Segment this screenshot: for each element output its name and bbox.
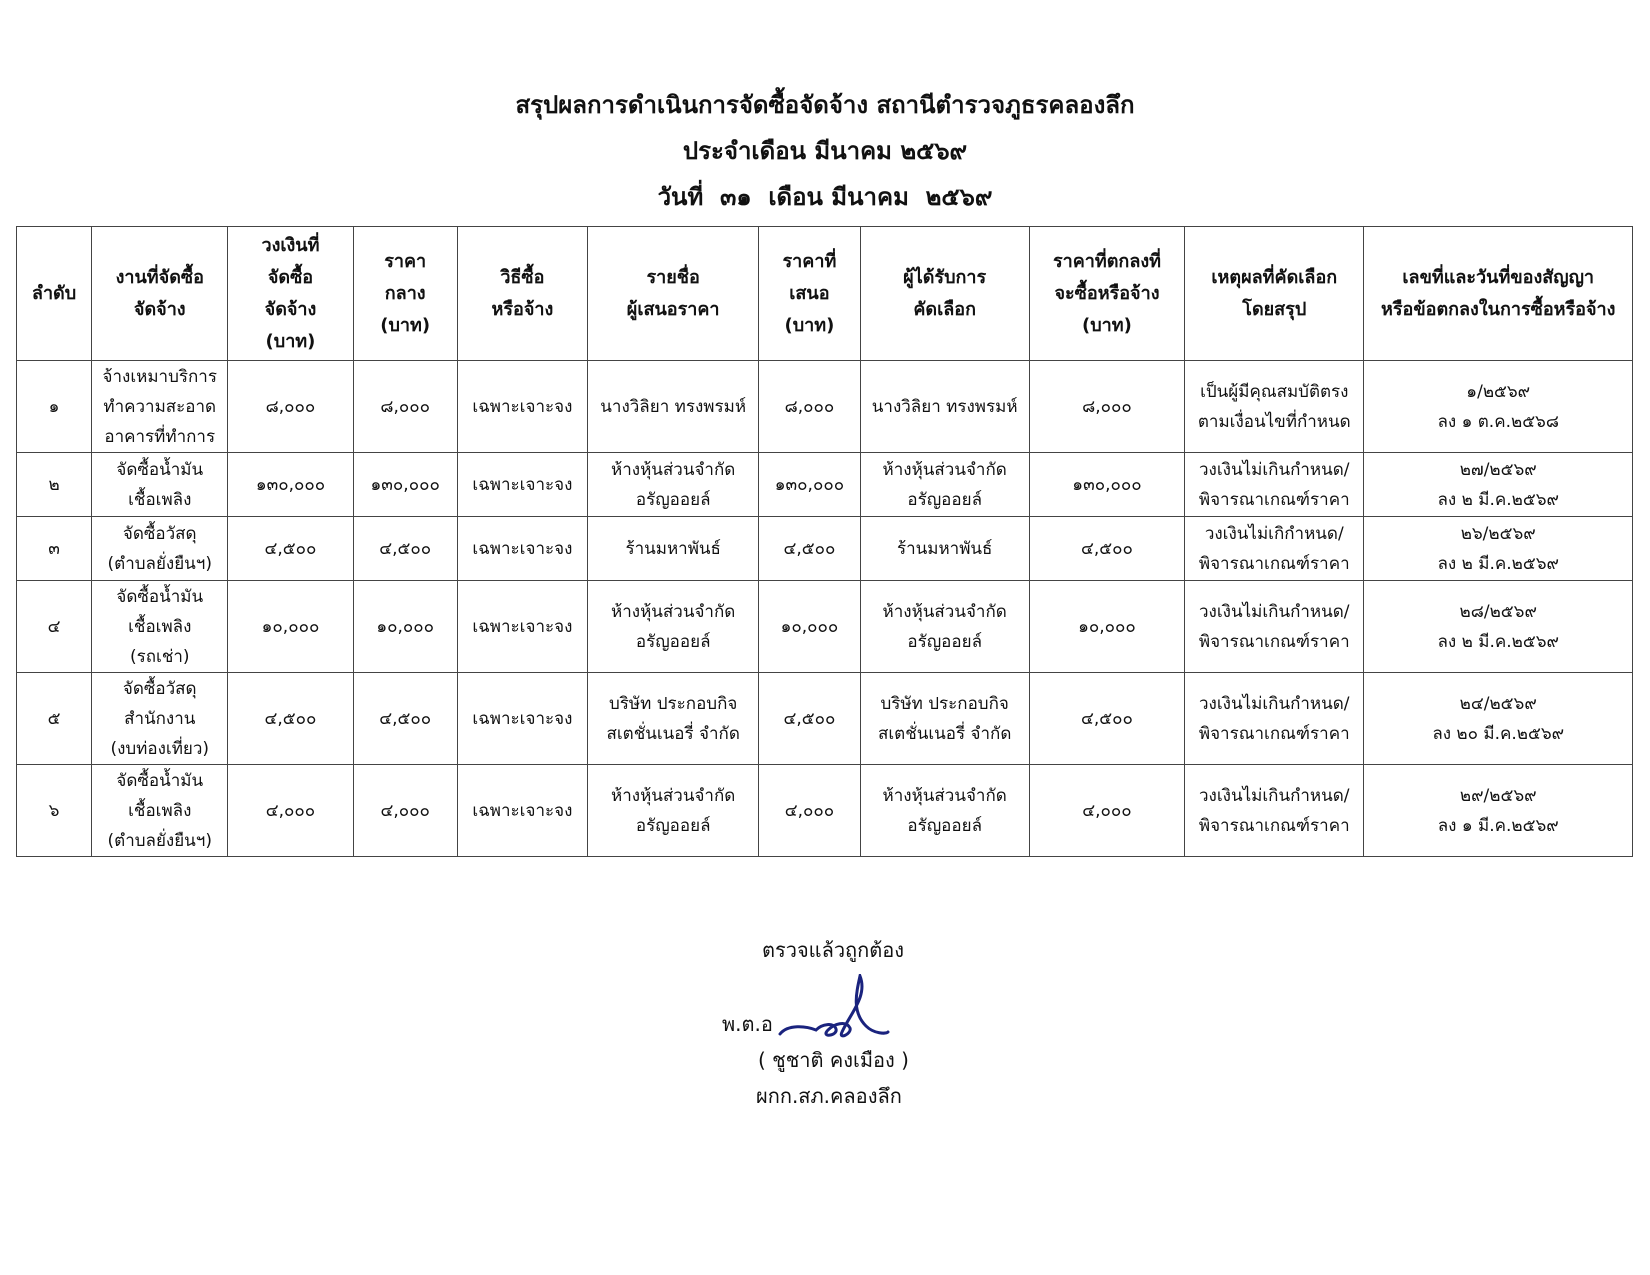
header-contract: เลขที่และวันที่ของสัญญา หรือข้อตกลงในการซื้อหรือจ้าง bbox=[1364, 227, 1633, 361]
table-row bbox=[17, 765, 1633, 857]
signer-name: ( ชูชาติ คงเมือง ) bbox=[758, 1048, 909, 1072]
procurement-table bbox=[16, 226, 1633, 857]
cell-bidders: ร้านมหาพันธ์ bbox=[588, 517, 759, 581]
cell-method: เฉพาะเจาะจง bbox=[457, 673, 587, 765]
cell-method: เฉพาะเจาะจง bbox=[457, 361, 587, 453]
cell-median-price: ๘,๐๐๐ bbox=[353, 361, 457, 453]
header-work-item: งานที่จัดซื้อ จัดจ้าง bbox=[92, 227, 228, 361]
header-method: วิธีซื้อ หรือจ้าง bbox=[457, 227, 587, 361]
table-row bbox=[17, 673, 1633, 765]
cell-no: ๑ bbox=[17, 361, 92, 453]
header-median-price: ราคา กลาง (บาท) bbox=[353, 227, 457, 361]
header-no: ลำดับ bbox=[17, 227, 92, 361]
handwritten-signature bbox=[776, 974, 896, 1054]
cell-work-item: จัดซื้อวัสดุ (ตำบลยั่งยืนฯ) bbox=[92, 517, 228, 581]
table-row bbox=[17, 361, 1633, 453]
cell-offered-price: ๑๓๐,๐๐๐ bbox=[759, 453, 860, 517]
cell-budget: ๘,๐๐๐ bbox=[228, 361, 353, 453]
cell-median-price: ๔,๐๐๐ bbox=[353, 765, 457, 857]
cell-offered-price: ๔,๐๐๐ bbox=[759, 765, 860, 857]
cell-budget: ๑๓๐,๐๐๐ bbox=[228, 453, 353, 517]
header-reason: เหตุผลที่คัดเลือก โดยสรุป bbox=[1185, 227, 1364, 361]
cell-median-price: ๑๐,๐๐๐ bbox=[353, 581, 457, 673]
cell-no: ๒ bbox=[17, 453, 92, 517]
cell-budget: ๔,๐๐๐ bbox=[228, 765, 353, 857]
cell-selected: บริษัท ประกอบกิจ สเตชั่นเนอรี่ จำกัด bbox=[860, 673, 1029, 765]
header-bidders: รายชื่อ ผู้เสนอราคา bbox=[588, 227, 759, 361]
cell-selected: ห้างหุ้นส่วนจำกัด อรัญออยล์ bbox=[860, 765, 1029, 857]
title-line-3: วันที่ ๓๑ เดือน มีนาคม ๒๕๖๙ bbox=[657, 183, 993, 211]
cell-contract: ๒๙/๒๕๖๙ ลง ๑ มี.ค.๒๕๖๙ bbox=[1364, 765, 1633, 857]
signer-rank: พ.ต.อ bbox=[722, 1012, 773, 1036]
cell-budget: ๔,๕๐๐ bbox=[228, 673, 353, 765]
table-header-row bbox=[17, 227, 1633, 361]
cell-no: ๔ bbox=[17, 581, 92, 673]
cell-work-item: จัดซื้อน้ำมัน เชื้อเพลิง (ตำบลยั่งยืนฯ) bbox=[92, 765, 228, 857]
cell-reason: วงเงินไม่เกิกำหนด/ พิจารณาเกณฑ์ราคา bbox=[1185, 517, 1364, 581]
cell-agreed-price: ๘,๐๐๐ bbox=[1029, 361, 1184, 453]
cell-agreed-price: ๔,๐๐๐ bbox=[1029, 765, 1184, 857]
cell-agreed-price: ๔,๕๐๐ bbox=[1029, 517, 1184, 581]
cell-bidders: บริษัท ประกอบกิจ สเตชั่นเนอรี่ จำกัด bbox=[588, 673, 759, 765]
cell-agreed-price: ๑๓๐,๐๐๐ bbox=[1029, 453, 1184, 517]
header-offered-price: ราคาที่ เสนอ (บาท) bbox=[759, 227, 860, 361]
cell-budget: ๔,๕๐๐ bbox=[228, 517, 353, 581]
cell-work-item: จัดซื้อน้ำมัน เชื้อเพลิง bbox=[92, 453, 228, 517]
cell-contract: ๒๘/๒๕๖๙ ลง ๒ มี.ค.๒๕๖๙ bbox=[1364, 581, 1633, 673]
cell-work-item: จ้างเหมาบริการ ทำความสะอาด อาคารที่ทำการ bbox=[92, 361, 228, 453]
cell-reason: วงเงินไม่เกินกำหนด/ พิจารณาเกณฑ์ราคา bbox=[1185, 581, 1364, 673]
cell-agreed-price: ๑๐,๐๐๐ bbox=[1029, 581, 1184, 673]
cell-contract: ๒๗/๒๕๖๙ ลง ๒ มี.ค.๒๕๖๙ bbox=[1364, 453, 1633, 517]
checked-label: ตรวจแล้วถูกต้อง bbox=[762, 938, 905, 962]
cell-offered-price: ๔,๕๐๐ bbox=[759, 517, 860, 581]
header-budget: วงเงินที่ จัดซื้อ จัดจ้าง (บาท) bbox=[228, 227, 353, 361]
cell-bidders: ห้างหุ้นส่วนจำกัด อรัญออยล์ bbox=[588, 765, 759, 857]
title-line-2: ประจำเดือน มีนาคม ๒๕๖๙ bbox=[682, 137, 968, 165]
cell-budget: ๑๐,๐๐๐ bbox=[228, 581, 353, 673]
cell-reason: วงเงินไม่เกินกำหนด/ พิจารณาเกณฑ์ราคา bbox=[1185, 673, 1364, 765]
cell-work-item: จัดซื้อน้ำมัน เชื้อเพลิง (รถเช่า) bbox=[92, 581, 228, 673]
cell-median-price: ๑๓๐,๐๐๐ bbox=[353, 453, 457, 517]
cell-method: เฉพาะเจาะจง bbox=[457, 517, 587, 581]
cell-median-price: ๔,๕๐๐ bbox=[353, 673, 457, 765]
cell-selected: ห้างหุ้นส่วนจำกัด อรัญออยล์ bbox=[860, 453, 1029, 517]
table-row bbox=[17, 517, 1633, 581]
cell-reason: เป็นผู้มีคุณสมบัติตรง ตามเงื่อนไขที่กำหนด bbox=[1185, 361, 1364, 453]
table-row bbox=[17, 581, 1633, 673]
cell-selected: ร้านมหาพันธ์ bbox=[860, 517, 1029, 581]
cell-method: เฉพาะเจาะจง bbox=[457, 453, 587, 517]
cell-method: เฉพาะเจาะจง bbox=[457, 765, 587, 857]
cell-selected: นางวิลิยา ทรงพรมห์ bbox=[860, 361, 1029, 453]
cell-no: ๓ bbox=[17, 517, 92, 581]
cell-bidders: นางวิลิยา ทรงพรมห์ bbox=[588, 361, 759, 453]
table-row bbox=[17, 453, 1633, 517]
cell-offered-price: ๑๐,๐๐๐ bbox=[759, 581, 860, 673]
document-title bbox=[0, 82, 1650, 220]
cell-selected: ห้างหุ้นส่วนจำกัด อรัญออยล์ bbox=[860, 581, 1029, 673]
cell-contract: ๒๔/๒๕๖๙ ลง ๒๐ มี.ค.๒๕๖๙ bbox=[1364, 673, 1633, 765]
title-line-1: สรุปผลการดำเนินการจัดซื้อจัดจ้าง สถานีตำรวจภูธรคลองลึก bbox=[515, 91, 1135, 119]
cell-bidders: ห้างหุ้นส่วนจำกัด อรัญออยล์ bbox=[588, 453, 759, 517]
header-selected: ผู้ได้รับการ คัดเลือก bbox=[860, 227, 1029, 361]
cell-work-item: จัดซื้อวัสดุ สำนักงาน (งบท่องเที่ยว) bbox=[92, 673, 228, 765]
cell-contract: ๑/๒๕๖๙ ลง ๑ ต.ค.๒๕๖๘ bbox=[1364, 361, 1633, 453]
cell-reason: วงเงินไม่เกินกำหนด/ พิจารณาเกณฑ์ราคา bbox=[1185, 453, 1364, 517]
cell-method: เฉพาะเจาะจง bbox=[457, 581, 587, 673]
cell-reason: วงเงินไม่เกินกำหนด/ พิจารณาเกณฑ์ราคา bbox=[1185, 765, 1364, 857]
header-agreed-price: ราคาที่ตกลงที่ จะซื้อหรือจ้าง (บาท) bbox=[1029, 227, 1184, 361]
cell-offered-price: ๘,๐๐๐ bbox=[759, 361, 860, 453]
cell-bidders: ห้างหุ้นส่วนจำกัด อรัญออยล์ bbox=[588, 581, 759, 673]
signer-position: ผกก.สภ.คลองลึก bbox=[756, 1084, 902, 1108]
cell-offered-price: ๔,๕๐๐ bbox=[759, 673, 860, 765]
cell-agreed-price: ๔,๕๐๐ bbox=[1029, 673, 1184, 765]
cell-no: ๖ bbox=[17, 765, 92, 857]
cell-no: ๕ bbox=[17, 673, 92, 765]
cell-median-price: ๔,๕๐๐ bbox=[353, 517, 457, 581]
cell-contract: ๒๖/๒๕๖๙ ลง ๒ มี.ค.๒๕๖๙ bbox=[1364, 517, 1633, 581]
